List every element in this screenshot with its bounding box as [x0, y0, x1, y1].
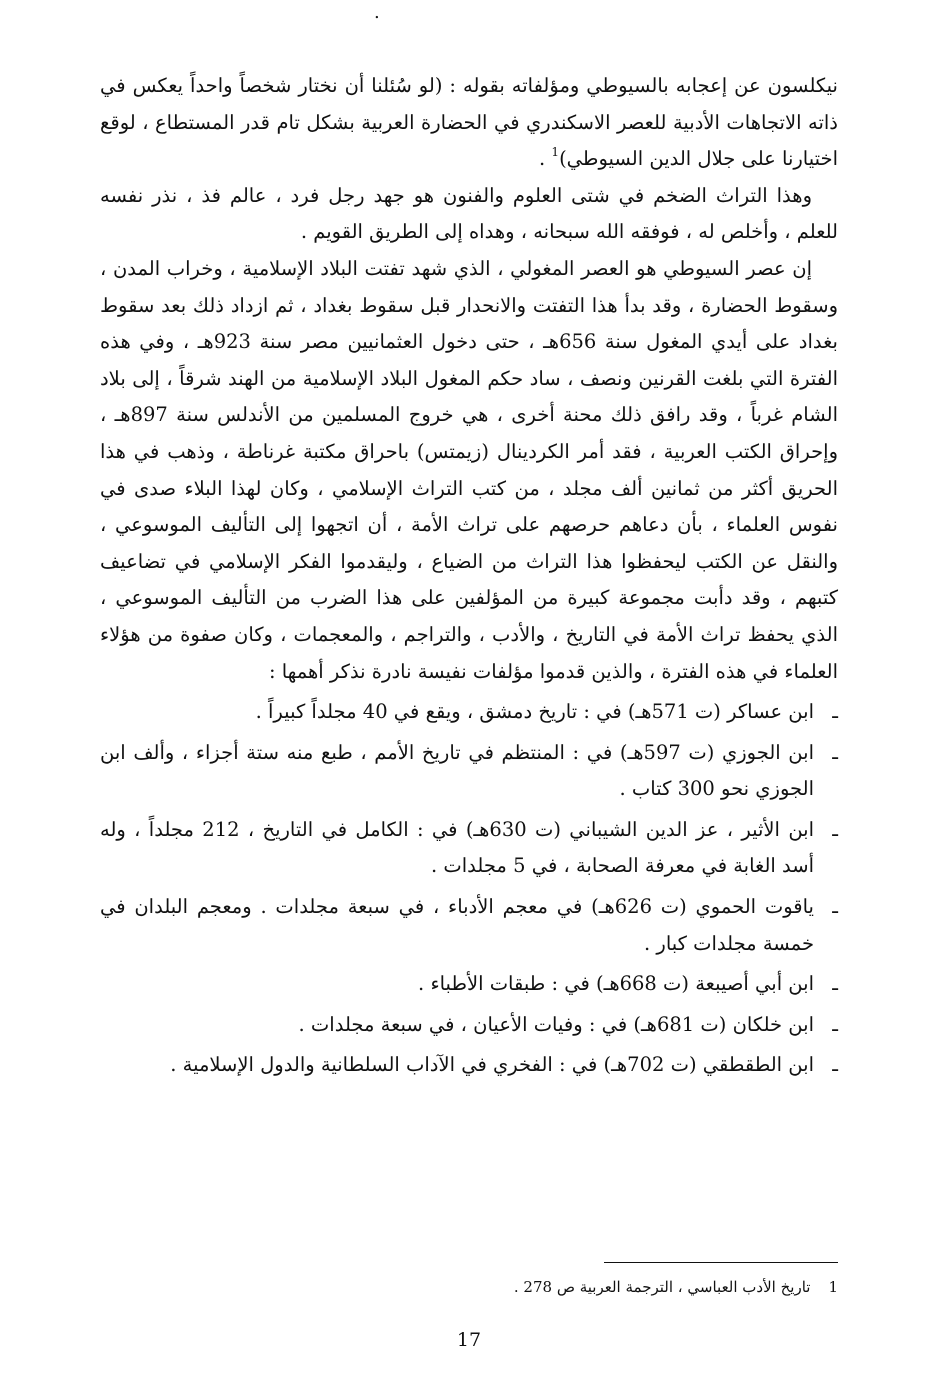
paragraph-1: [100, 68, 838, 178]
list-item-text: ياقوت الحموي (ت 626هـ) في معجم الأدباء ، في سبعة مجلدات . ومعجم البلدان في خمسة مجلدات كبار .: [100, 895, 814, 955]
list-item-text: ابن الأثير ، عز الدين الشيباني (ت 630هـ) في : الكامل في التاريخ ، 212 مجلداً ، وله أسد الغابة في معرفة الصحابة ، في 5 مجلدات .: [100, 817, 815, 878]
list-item-text: ابن الجوزي (ت 597هـ) في : المنتظم في تاريخ الأمم ، طبع منه ستة أجزاء ، وألف ابن الجوزي نحو 300 كتاب .: [100, 740, 814, 801]
top-mark: .: [374, 2, 380, 23]
authors-list: [100, 694, 838, 1084]
footnote-divider: [604, 1262, 838, 1263]
list-item: [100, 812, 838, 885]
list-item-text: ابن أبي أصيبعة (ت 668هـ) في : طبقات الأطباء .: [418, 972, 814, 996]
list-item-text: ابن خلكان (ت 681هـ) في : وفيات الأعيان ، في سبعة مجلدات .: [298, 1012, 814, 1036]
list-marker: ـ: [832, 817, 838, 841]
list-item: [100, 735, 838, 808]
list-marker: ـ: [832, 700, 838, 724]
footnote-text: تاريخ الأدب العباسي ، الترجمة العربية ص 278 .: [513, 1278, 811, 1296]
footnote-reference: 1: [551, 145, 560, 160]
list-marker: ـ: [832, 972, 838, 996]
list-marker: ـ: [832, 1053, 838, 1077]
list-item-text: ابن الطقطقي (ت 702هـ) في : الفخري في الآداب السلطانية والدول الإسلامية .: [170, 1053, 814, 1077]
list-item-text: ابن عساكر (ت 571هـ) في : تاريخ دمشق ، ويقع في 40 مجلداً كبيراً .: [255, 700, 814, 724]
list-item: [100, 966, 838, 1003]
list-item: [100, 1047, 838, 1084]
paragraph-2: وهذا التراث الضخم في شتى العلوم والفنون هو جهد رجل فرد ، عالم فذ ، نذر نفسه للعلم ، وأخلص له ، فوفقه الله سبحانه ، وهداه إلى الطريق القويم .: [100, 183, 838, 244]
paragraph-1-text: نيكلسون عن إعجابه بالسيوطي ومؤلفاته بقوله : (لو سُئلنا أن نختار شخصاً واحداً يعكس في ذاته الاتجاهات الأدبية للعصر الاسكندري في الحضارة العربية بشكل تام قدر المستطاع ، لوقع اختيارنا على جلال الدين السيوطي): [100, 74, 838, 171]
list-marker: ـ: [832, 895, 838, 919]
list-marker: ـ: [832, 740, 838, 764]
list-item: [100, 694, 838, 731]
paragraph-1-tail: .: [539, 147, 552, 171]
paragraph-3: إن عصر السيوطي هو العصر المغولي ، الذي شهد تفتت البلاد الإسلامية ، وخراب المدن ، وسقوط الحضارة ، وقد بدأ هذا التفتت والانحدار قبل سقوط بغداد ، ثم ازداد ذلك بعد سقوط بغداد على أيدي المغول سنة 656هـ ، حتى دخول العثمانيين مصر سنة 923هـ ، وفي هذه الفترة التي بلغت القرنين ونصف ، ساد حكم المغول البلاد الإسلامية من الهند شرقاً ، إلى بلاد الشام غرباً ، وقد رافق ذلك محنة أخرى ، هي خروج المسلمين من الأندلس سنة 897هـ ، وإحراق الكتب العربية ، فقد أمر الكردينال (زيمتس) باحراق مكتبة غرناطة ، وذهب في هذا الحريق أكثر من ثمانين ألف مجلد ، من كتب التراث الإسلامي ، وكان لهذا البلاء صدى في نفوس العلماء ، بأن دعاهم حرصهم على تراث الأمة ، أن اتجهوا إلى التأليف الموسوعي ، والنقل عن الكتب ليحفظوا هذا التراث من الضياع ، وليقدموا الفكر الإسلامي في تضاعيف كتبهم ، وقد دأبت مجموعة كبيرة من المؤلفين على هذا الضرب من التأليف الموسوعي ، الذي يحفظ تراث الأمة في التاريخ ، والأدب ، والتراجم ، والمعجمات ، وكان صفوة من هؤلاء العلماء في هذه الفترة ، والذين قدموا مؤلفات نفيسة نادرة نذكر أهمها :: [100, 256, 838, 683]
footnote: [100, 1275, 838, 1299]
footnote-number: 1: [828, 1278, 838, 1296]
page-number: 17: [456, 1329, 482, 1351]
list-item: [100, 889, 838, 962]
body-text: [100, 68, 838, 1084]
list-item: [100, 1007, 838, 1044]
list-marker: ـ: [832, 1012, 838, 1036]
